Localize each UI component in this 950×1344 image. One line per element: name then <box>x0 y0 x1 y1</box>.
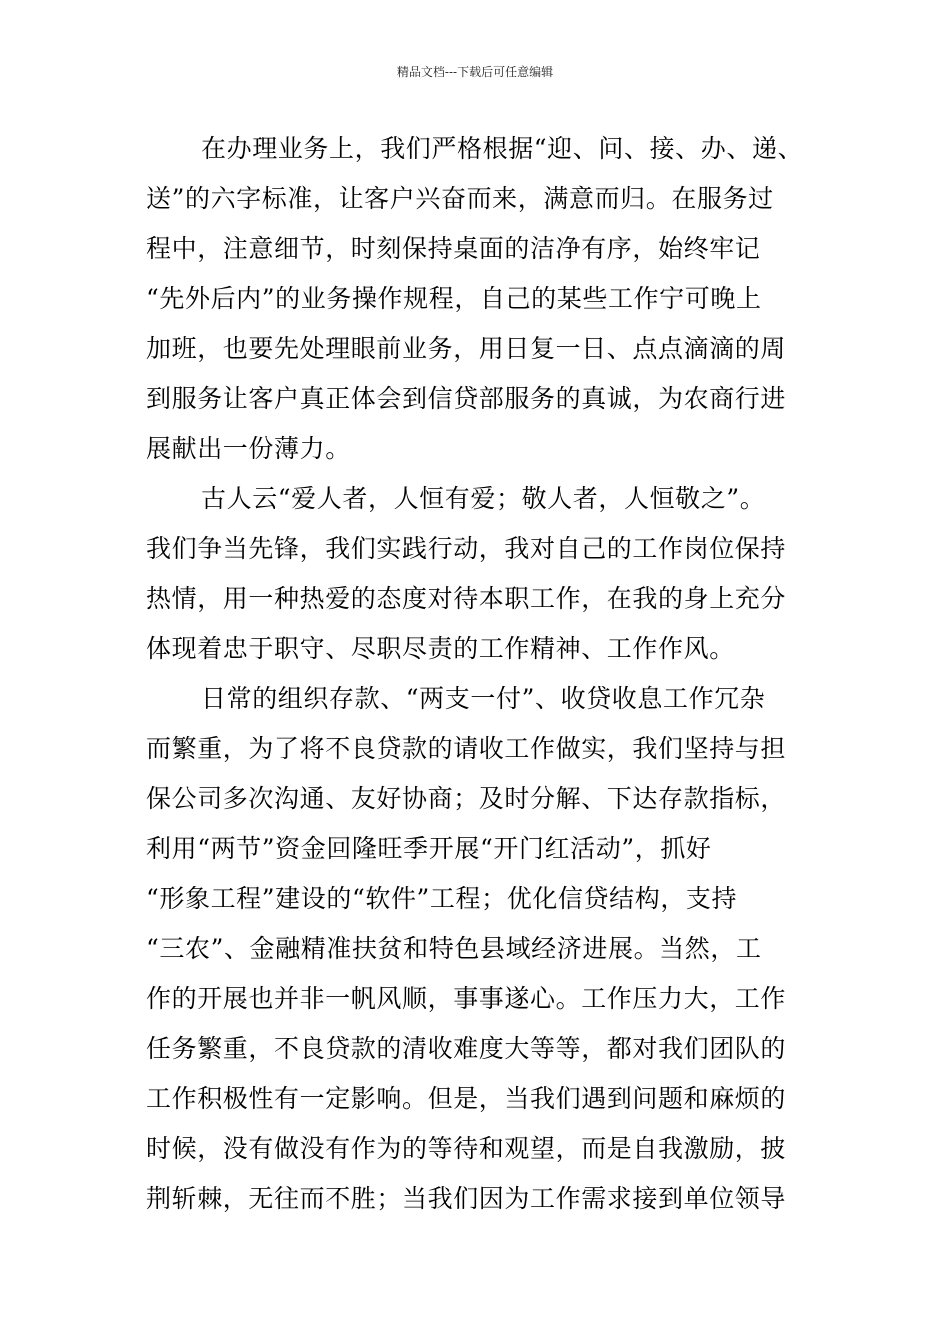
text-line: 我们争当先锋，我们实践行动，我对自己的工作岗位保持 <box>146 534 787 563</box>
text-line: 利用“两节”资金回隆旺季开展“开门红活动”，抓好 <box>146 834 712 863</box>
paragraph-3 <box>146 674 810 1224</box>
text-line: 而繁重，为了将不良贷款的请收工作做实，我们坚持与担 <box>146 734 787 763</box>
document-body <box>146 124 810 1224</box>
text-line: 在办理业务上，我们严格根据“迎、问、接、办、递、 <box>201 134 804 163</box>
paragraph-2 <box>146 474 810 674</box>
text-line: 热情，用一种热爱的态度对待本职工作，在我的身上充分 <box>146 584 787 613</box>
text-line: 到服务让客户真正体会到信贷部服务的真诚，为农商行进 <box>146 384 787 413</box>
text-line: 程中，注意细节，时刻保持桌面的洁净有序，始终牢记 <box>146 234 761 263</box>
text-line: 体现着忠于职守、尽职尽责的工作精神、工作作风。 <box>146 634 735 663</box>
text-line: 工作积极性有一定影响。但是，当我们遇到问题和麻烦的 <box>146 1084 787 1113</box>
paragraph-1 <box>146 124 810 474</box>
text-line: 古人云“爱人者，人恒有爱；敬人者，人恒敬之”。 <box>201 484 766 513</box>
text-line: 展献出一份薄力。 <box>146 434 351 463</box>
text-line: 送”的六字标准，让客户兴奋而来，满意而归。在服务过 <box>146 184 774 213</box>
text-line: “三农”、金融精准扶贫和特色县域经济进展。当然，工 <box>146 934 762 963</box>
text-line: 加班，也要先处理眼前业务，用日复一日、点点滴滴的周 <box>146 334 787 363</box>
text-line: “形象工程”建设的“软件”工程；优化信贷结构，支持 <box>146 884 738 913</box>
text-line: 任务繁重，不良贷款的清收难度大等等，都对我们团队的 <box>146 1034 787 1063</box>
text-line: 作的开展也并非一帆风顺，事事遂心。工作压力大，工作 <box>146 984 787 1013</box>
page-header: 精品文档---下载后可任意编辑 <box>396 65 554 79</box>
text-line: 荆斩棘，无往而不胜；当我们因为工作需求接到单位领导 <box>146 1184 787 1213</box>
text-line: “先外后内”的业务操作规程，自己的某些工作宁可晚上 <box>146 284 762 313</box>
text-line: 保公司多次沟通、友好协商；及时分解、下达存款指标， <box>146 784 787 813</box>
text-line: 时候，没有做没有作为的等待和观望，而是自我激励，披 <box>146 1134 787 1163</box>
text-line: 日常的组织存款、“两支一付”、收贷收息工作冗杂 <box>201 684 766 713</box>
